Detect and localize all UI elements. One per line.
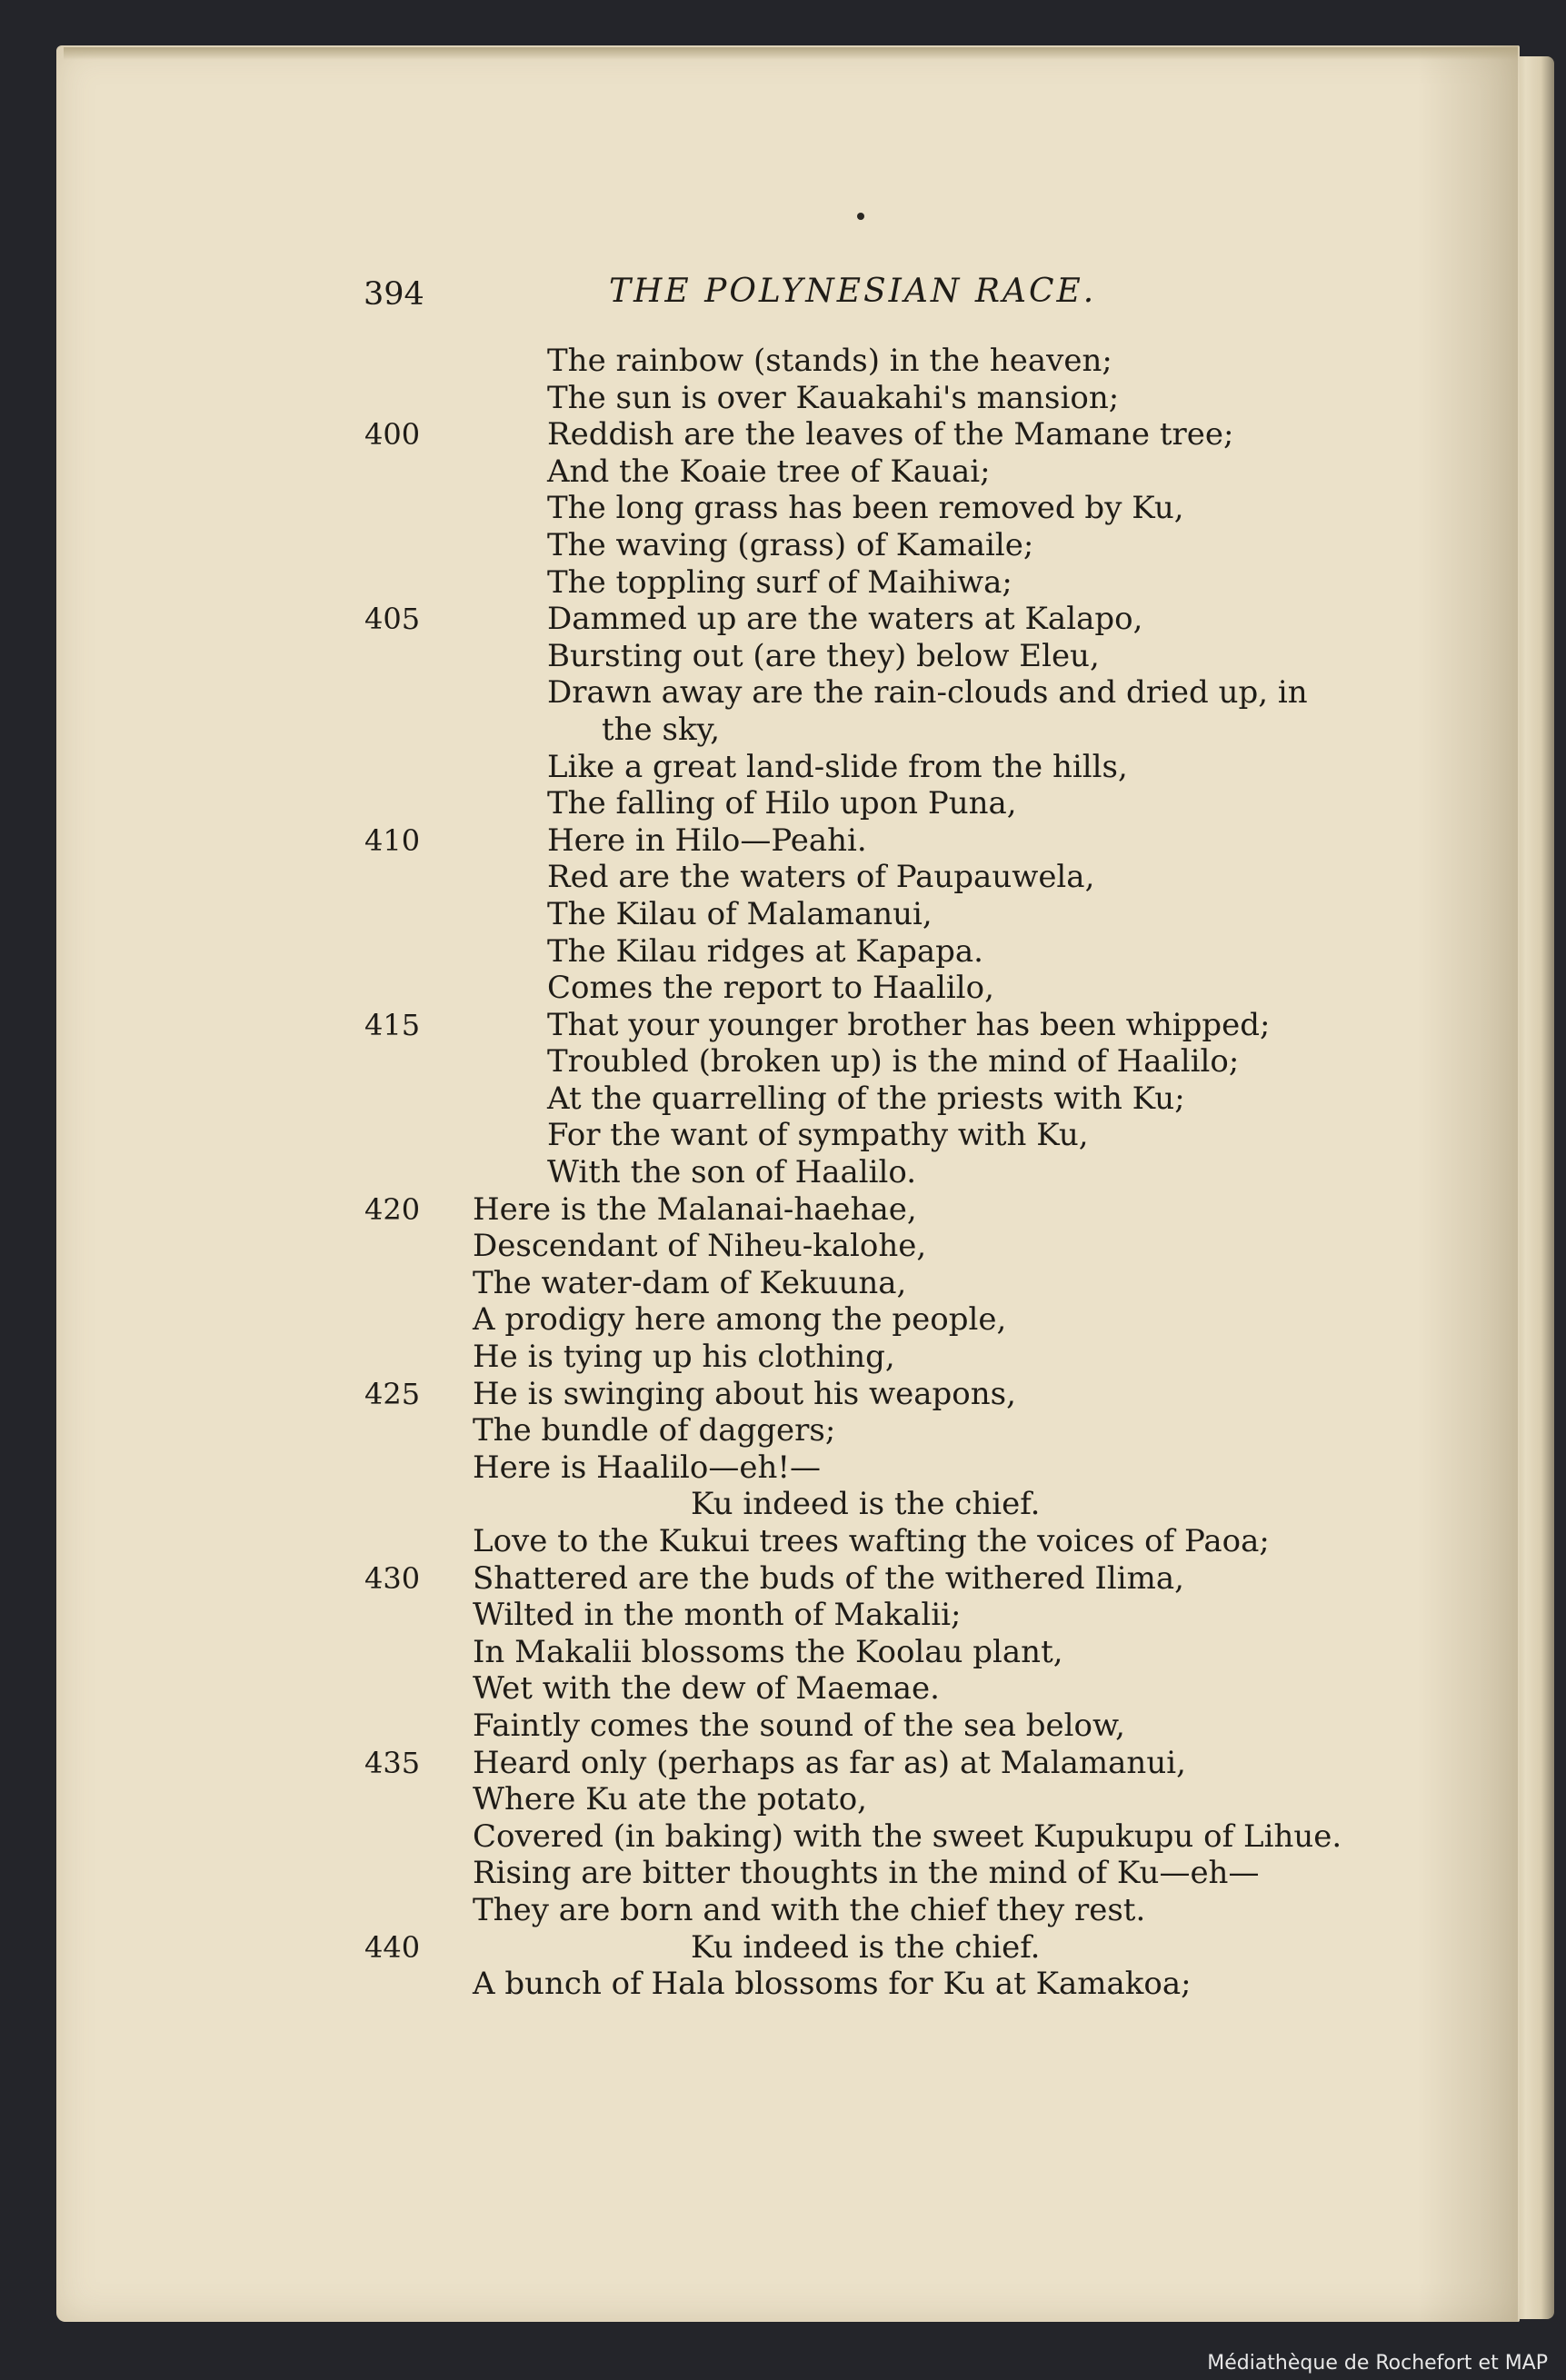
line-text: And the Koaie tree of Kauai;: [547, 453, 991, 490]
page-top-edge: [64, 47, 1518, 60]
line-text: the sky,: [602, 711, 721, 748]
poem-line: [359, 1301, 1359, 1339]
line-number: 400: [364, 417, 421, 453]
poem-line: [359, 1966, 1359, 2003]
poem-line: [359, 1634, 1359, 1671]
poem-line: [359, 1007, 1359, 1044]
line-number: 440: [364, 1929, 421, 1965]
line-text: Rising are bitter thoughts in the mind of Ku—eh—: [473, 1855, 1260, 1892]
line-text: The waving (grass) of Kamaile;: [547, 526, 1034, 563]
poem-line: [359, 1855, 1359, 1892]
line-number: 425: [364, 1376, 421, 1411]
line-text: Love to the Kukui trees wafting the voices of Paoa;: [473, 1523, 1270, 1559]
line-number: 430: [364, 1560, 421, 1596]
poem-line: [359, 601, 1359, 638]
line-number: 420: [364, 1191, 421, 1227]
poem-line: [359, 712, 1359, 749]
line-text: The long grass has been removed by Ku,: [547, 490, 1184, 527]
line-text: A prodigy here among the people,: [473, 1301, 1007, 1339]
line-text: At the quarrelling of the priests with Ku;: [547, 1080, 1185, 1117]
poem-line: [359, 1449, 1359, 1487]
line-text: Wilted in the month of Makalii;: [473, 1597, 962, 1634]
poem-line: [359, 1117, 1359, 1154]
line-text: That your younger brother has been whipped;: [547, 1006, 1271, 1043]
poem-line: [359, 380, 1359, 417]
line-text: The Kilau of Malamanui,: [547, 895, 933, 932]
poem-line: [359, 1818, 1359, 1856]
poem-line: [359, 933, 1359, 971]
line-text: The toppling surf of Maihiwa;: [547, 563, 1012, 601]
poem-line: [359, 896, 1359, 933]
line-text: Descendant of Niheu-kalohe,: [473, 1228, 927, 1265]
poem-line: [359, 1265, 1359, 1302]
poem-line: [359, 490, 1359, 527]
line-text: Like a great land-slide from the hills,: [547, 748, 1128, 785]
line-text: Ku indeed is the chief.: [691, 1486, 1041, 1523]
poem-line: [359, 1929, 1359, 1967]
poem-line: [359, 1745, 1359, 1782]
poem-line: [359, 1080, 1359, 1118]
line-text: Covered (in baking) with the sweet Kupukupu of Lihue.: [473, 1817, 1342, 1855]
poem-line: [359, 1228, 1359, 1265]
line-text: Faintly comes the sound of the sea below,: [473, 1707, 1125, 1744]
poem-line: [359, 527, 1359, 564]
line-text: Dammed up are the waters at Kalapo,: [547, 601, 1143, 638]
poem-line: [359, 1523, 1359, 1560]
poem-line: [359, 343, 1359, 380]
running-title: THE POLYNESIAN RACE.: [609, 273, 1097, 310]
line-text: Shattered are the buds of the withered Ilima,: [473, 1559, 1184, 1597]
line-text: With the son of Haalilo.: [547, 1154, 917, 1191]
line-text: The Kilau ridges at Kapapa.: [547, 932, 983, 970]
poem-line: [359, 1376, 1359, 1413]
line-text: The sun is over Kauakahi's mansion;: [547, 379, 1120, 416]
poem-line: [359, 1781, 1359, 1818]
poem-line: [359, 1892, 1359, 1929]
attribution-watermark: Médiathèque de Rochefort et MAP: [1207, 2352, 1548, 2375]
line-text: The bundle of daggers;: [473, 1412, 836, 1449]
poem-line: [359, 1412, 1359, 1449]
line-text: Bursting out (are they) below Eleu,: [547, 637, 1100, 674]
running-head: [364, 269, 1309, 324]
line-text: The rainbow (stands) in the heaven;: [547, 343, 1112, 379]
poem-text: [359, 343, 1359, 2003]
line-text: Here in Hilo—Peahi.: [547, 822, 867, 859]
poem-line: [359, 1339, 1359, 1376]
line-text: Where Ku ate the potato,: [473, 1781, 867, 1818]
line-text: He is swinging about his weapons,: [473, 1375, 1016, 1412]
line-text: Comes the report to Haalilo,: [547, 970, 994, 1007]
poem-line: [359, 859, 1359, 896]
line-text: Reddish are the leaves of the Mamane tree;: [547, 416, 1234, 453]
poem-line: [359, 564, 1359, 602]
poem-line: [359, 1597, 1359, 1634]
poem-line: [359, 674, 1359, 712]
gutter-shadow: [1418, 45, 1518, 2322]
poem-line: [359, 1670, 1359, 1708]
poem-line: [359, 749, 1359, 786]
poem-line: [359, 1560, 1359, 1598]
poem-line: [359, 638, 1359, 675]
poem-line: [359, 1191, 1359, 1229]
poem-line: [359, 1708, 1359, 1745]
line-text: The water-dam of Kekuuna,: [473, 1264, 907, 1301]
poem-line: [359, 416, 1359, 453]
poem-line: [359, 970, 1359, 1007]
ink-speck: [857, 213, 864, 220]
line-text: He is tying up his clothing,: [473, 1339, 895, 1376]
line-text: Ku indeed is the chief.: [691, 1928, 1041, 1966]
line-text: Here is Haalilo—eh!—: [473, 1449, 822, 1486]
line-number: 435: [364, 1745, 421, 1780]
line-text: Drawn away are the rain-clouds and dried up, in: [547, 674, 1308, 712]
line-text: They are born and with the chief they rest.: [473, 1891, 1146, 1928]
line-number: 415: [364, 1007, 421, 1042]
poem-line: [359, 822, 1359, 860]
line-text: Red are the waters of Paupauwela,: [547, 859, 1095, 896]
line-text: A bunch of Hala blossoms for Ku at Kamakoa;: [473, 1966, 1192, 2003]
poem-line: [359, 1154, 1359, 1191]
line-text: Wet with the dew of Maemae.: [473, 1670, 940, 1708]
line-text: Here is the Malanai-haehae,: [473, 1190, 917, 1228]
poem-line: [359, 1486, 1359, 1523]
line-text: Heard only (perhaps as far as) at Malamanui,: [473, 1744, 1186, 1781]
poem-line: [359, 785, 1359, 822]
line-text: Troubled (broken up) is the mind of Haalilo;: [547, 1043, 1240, 1080]
poem-line: [359, 453, 1359, 491]
page-number: 394: [364, 276, 424, 313]
poem-line: [359, 1043, 1359, 1080]
line-text: The falling of Hilo upon Puna,: [547, 785, 1017, 822]
line-number: 410: [364, 822, 421, 858]
line-number: 405: [364, 602, 421, 637]
line-text: For the want of sympathy with Ku,: [547, 1117, 1089, 1154]
line-text: In Makalii blossoms the Koolau plant,: [473, 1633, 1063, 1670]
